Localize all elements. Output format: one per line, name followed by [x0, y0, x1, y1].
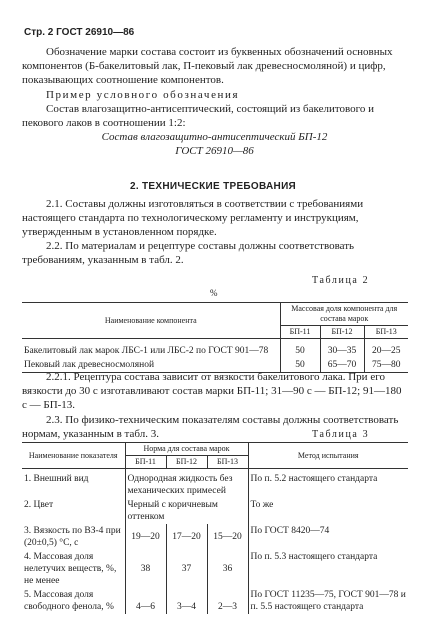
- section-title: 2. ТЕХНИЧЕСКИЕ ТРЕБОВАНИЯ: [129, 181, 297, 192]
- table-row: [22, 469, 408, 499]
- table-3-cell: 37: [166, 550, 207, 588]
- paragraph-2-2-1: 2.2.1. Рецептура состава зависит от вязкости бакелитового лака. При его вязкости до 30 с изготавливают состав марки БП-11; 31—90 с — БП-12; 91—180 с — БП-13.: [22, 371, 402, 411]
- table-3-cell: По ГОСТ 8420—74: [250, 526, 330, 536]
- paragraph-2-2: 2.2. По материалам и рецептуре составы должны соответствовать требованиям, указанным в табл. 2.: [22, 240, 355, 266]
- table-2-header-grade: БП-13: [364, 326, 408, 339]
- table-3-cell: 19—20: [125, 524, 166, 550]
- table-2-cell: 50: [280, 339, 320, 359]
- table-3-header-method: Метод испытания: [248, 443, 408, 469]
- table-2-header-name: Наименование компонента: [22, 303, 280, 339]
- table-3-cell: 3. Вязкость по ВЗ-4 при (20±0,5) °С, с: [22, 524, 125, 550]
- intro-paragraph: Обозначение марки состава состоит из буквенных обозначений основных компонентов (Б-бакелитовый лак, П-пековый лак древесносмоляной) и цифр, показывающих соотношение компонентов.: [22, 46, 393, 86]
- table-2-cell: 20—25: [372, 346, 401, 356]
- table-3-cell: 5. Массовая доля свободного фенола, %: [22, 588, 125, 614]
- table-2-header-grade: БП-12: [320, 326, 364, 339]
- table-3-cell: То же: [250, 500, 274, 510]
- paragraph-2-1: 2.1. Составы должны изготовляться в соответствии с требованиями настоящего стандарта по технологическому регламенту и инструкциям, утвержденным в установленном порядке.: [22, 198, 364, 238]
- table-row: [22, 550, 408, 588]
- table-3-cell: По п. 5.3 настоящего стандарта: [250, 552, 378, 562]
- table-row: [22, 498, 408, 524]
- example-text: Состав влагозащитно-антисептический, состоящий из бакелитового и пекового лаков в соотношении 1:2:: [22, 103, 374, 129]
- table-3-cell: 4—6: [125, 588, 166, 614]
- example-title: Пример условного обозначения: [46, 89, 240, 101]
- table-3-cell: 17—20: [166, 524, 207, 550]
- table-2-unit: %: [210, 288, 218, 298]
- table-3-header-group: Норма для состава марок: [125, 443, 248, 456]
- table-3-header-name: Наименование показателя: [22, 443, 125, 469]
- table-2-caption: Таблица 2: [312, 275, 370, 286]
- table-3-cell: Однородная жидкость без механических примесей: [125, 469, 248, 499]
- table-2-cell: 30—35: [320, 339, 364, 359]
- table-row: [22, 588, 408, 614]
- designation-line-2: ГОСТ 26910—86: [175, 145, 254, 157]
- table-row: [22, 524, 408, 550]
- table-3-cell: Черный с коричневым оттенком: [125, 498, 248, 524]
- table-2-cell: Пековый лак древесносмоляной: [22, 358, 280, 373]
- table-2-cell: 75—80: [364, 358, 408, 373]
- table-2-cell: Бакелитовый лак марок ЛБС-1 или ЛБС-2 по ГОСТ 901—78: [22, 339, 280, 359]
- table-3-cell: 15—20: [207, 524, 248, 550]
- table-3-cell: 2—3: [207, 588, 248, 614]
- table-2: [22, 302, 408, 373]
- table-3-cell: 4. Массовая доля нелетучих веществ, %, не менее: [22, 550, 125, 588]
- designation-line-1: Состав влагозащитно-антисептический БП-12: [101, 131, 328, 143]
- table-2-header-group: Массовая доля компонента для состава марок: [280, 303, 408, 326]
- table-2-cell: 50: [280, 358, 320, 373]
- table-3-cell: 36: [207, 550, 248, 588]
- table-2-header-grade: БП-11: [280, 326, 320, 339]
- table-3-cell: 1. Внешний вид: [22, 469, 125, 499]
- paragraph-2-3: 2.3. По физико-техническим показателям составы должны соответствовать нормам, указанным в табл. 3.: [22, 414, 399, 440]
- table-3-cell: 2. Цвет: [22, 498, 125, 524]
- table-3-header-grade: БП-12: [166, 456, 207, 469]
- table-2-cell: 65—70: [320, 358, 364, 373]
- table-3-cell: 38: [125, 550, 166, 588]
- table-3-header-grade: БП-13: [207, 456, 248, 469]
- table-3-cell: 3—4: [166, 588, 207, 614]
- table-3-header-grade: БП-11: [125, 456, 166, 469]
- table-3-cell: По ГОСТ 11235—75, ГОСТ 901—78 и п. 5.5 настоящего стандарта: [250, 590, 406, 612]
- table-3: [22, 442, 408, 614]
- table-3-cell: По п. 5.2 настоящего стандарта: [250, 474, 378, 484]
- table-row: [22, 339, 408, 359]
- table-3-caption: Таблица 3: [312, 429, 370, 440]
- page-header: Стр. 2 ГОСТ 26910—86: [24, 27, 135, 38]
